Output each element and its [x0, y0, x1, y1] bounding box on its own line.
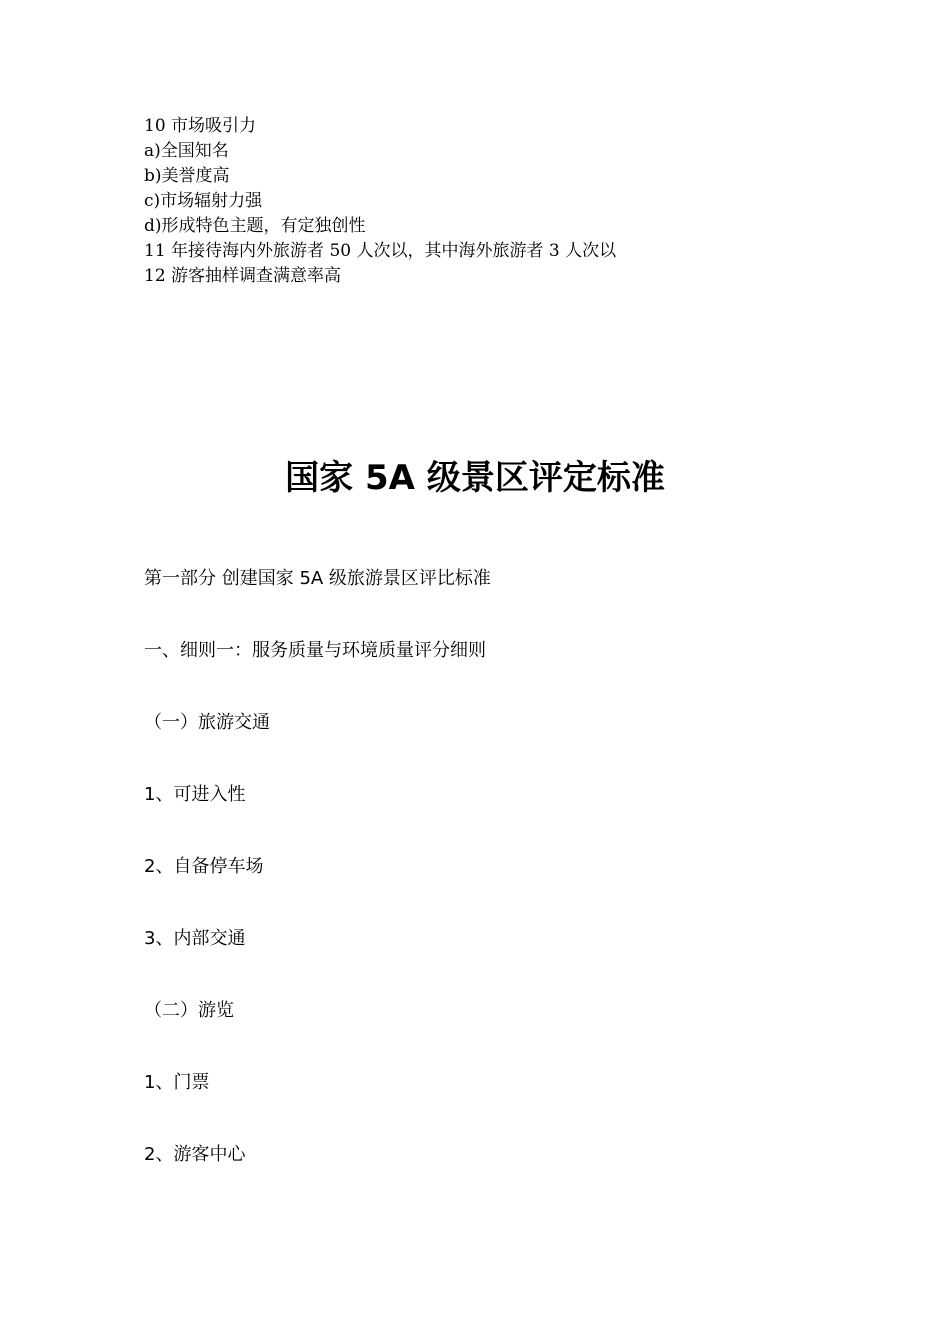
outline-section-heading: 一、细则一：服务质量与环境质量评分细则 — [144, 640, 486, 661]
criteria-item: 11 年接待海内外旅游者 50 人次以，其中海外旅游者 3 人次以 — [144, 241, 617, 261]
outline-item: 1、门票 — [144, 1072, 210, 1093]
criteria-item: d)形成特色主题，有定独创性 — [144, 216, 366, 236]
criteria-item: a)全国知名 — [144, 141, 229, 161]
criteria-list — [144, 114, 616, 289]
outline-item: 3、内部交通 — [144, 928, 246, 949]
outline-item: 2、自备停车场 — [144, 856, 264, 877]
outline-subsection-heading: （二）游览 — [144, 1000, 234, 1021]
criteria-item: 10 市场吸引力 — [144, 116, 257, 136]
criteria-item: b)美誉度高 — [144, 166, 230, 186]
outline-item: 1、可进入性 — [144, 784, 246, 805]
outline-list — [144, 564, 491, 1212]
criteria-item: 12 游客抽样调查满意率高 — [144, 266, 342, 286]
outline-part-heading: 第一部分 创建国家 5A 级旅游景区评比标准 — [144, 568, 491, 589]
document-title: 国家 5A 级景区评定标准 — [285, 458, 665, 498]
criteria-item: c)市场辐射力强 — [144, 191, 263, 211]
outline-item: 2、游客中心 — [144, 1144, 246, 1165]
outline-subsection-heading: （一）旅游交通 — [144, 712, 270, 733]
